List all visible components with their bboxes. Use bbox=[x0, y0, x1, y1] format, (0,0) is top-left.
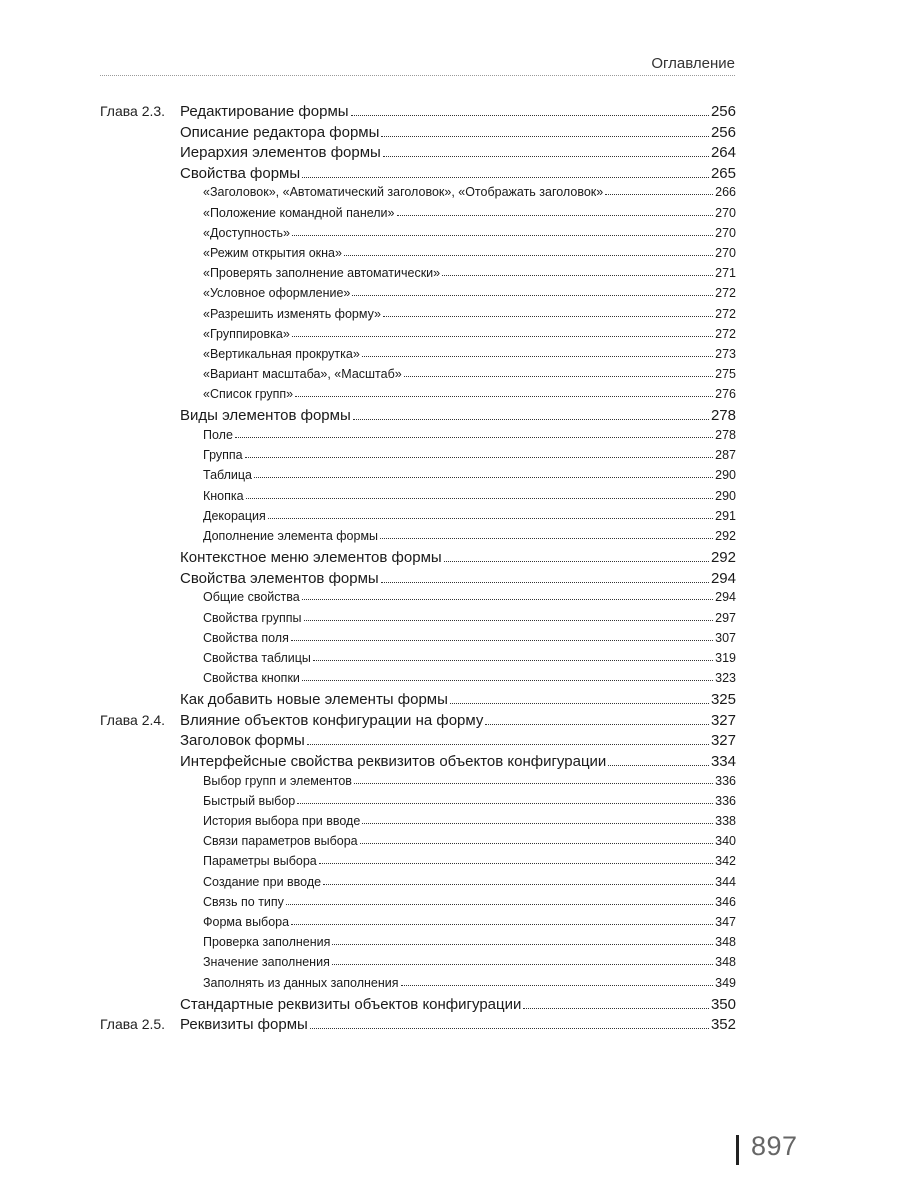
toc-entry-page: 294 bbox=[710, 569, 736, 587]
toc-entry bbox=[0, 124, 900, 145]
toc-entry-title: Влияние объектов конфигурации на форму bbox=[180, 711, 484, 729]
toc-leader-dots bbox=[323, 883, 713, 885]
toc-leader-dots bbox=[523, 1007, 709, 1009]
toc-entry-page: 297 bbox=[715, 610, 736, 625]
toc-leader-dots bbox=[302, 598, 713, 600]
toc-entry-page: 266 bbox=[715, 185, 736, 200]
toc-entry-line bbox=[180, 712, 736, 729]
toc-leader-dots bbox=[450, 702, 709, 704]
toc-leader-dots bbox=[254, 476, 713, 478]
toc-entry-page: 256 bbox=[710, 103, 736, 120]
toc-entry bbox=[0, 794, 900, 814]
toc-entry bbox=[0, 165, 900, 186]
toc-entry-page: 348 bbox=[715, 955, 736, 970]
toc-leader-dots bbox=[313, 659, 713, 661]
toc-entry-title: Значение заполнения bbox=[203, 955, 330, 970]
toc-entry-title: Таблица bbox=[203, 468, 253, 483]
toc-leader-dots bbox=[383, 315, 713, 317]
toc-entry-title: Свойства поля bbox=[203, 630, 289, 645]
toc-entry-title: Интерфейсные свойства реквизитов объектов конфигурации bbox=[180, 753, 607, 771]
toc-entry bbox=[0, 549, 900, 570]
toc-entry-page: 319 bbox=[715, 650, 736, 665]
toc-entry-line bbox=[203, 875, 736, 889]
toc-leader-dots bbox=[310, 1027, 709, 1029]
toc-entry-line bbox=[203, 834, 736, 848]
toc-leader-dots bbox=[608, 764, 709, 766]
toc-entry-page: 265 bbox=[710, 164, 736, 182]
table-of-contents bbox=[0, 103, 900, 1037]
toc-entry bbox=[0, 327, 900, 347]
toc-entry-line bbox=[203, 814, 736, 828]
toc-entry-page: 290 bbox=[715, 468, 736, 483]
toc-entry-title: Форма выбора bbox=[203, 914, 290, 929]
toc-leader-dots bbox=[442, 274, 713, 276]
toc-entry-title: Свойства кнопки bbox=[203, 671, 300, 686]
toc-entry-page: 334 bbox=[710, 753, 736, 771]
toc-entry-line bbox=[180, 691, 736, 708]
toc-entry-line bbox=[203, 286, 736, 300]
toc-entry-line bbox=[203, 895, 736, 909]
toc-leader-dots bbox=[291, 923, 713, 925]
toc-entry bbox=[0, 834, 900, 854]
toc-entry-line bbox=[203, 387, 736, 401]
toc-leader-dots bbox=[304, 619, 714, 621]
toc-entry-line bbox=[203, 611, 736, 625]
toc-entry-title: Свойства таблицы bbox=[203, 650, 311, 665]
page-number: 897 bbox=[751, 1131, 798, 1161]
toc-entry bbox=[0, 814, 900, 834]
toc-entry-page: 278 bbox=[710, 407, 736, 425]
toc-entry-page: 264 bbox=[710, 144, 736, 162]
toc-entry-title: Свойства группы bbox=[203, 610, 302, 625]
toc-entry bbox=[0, 266, 900, 286]
toc-entry-title: Свойства элементов формы bbox=[180, 569, 379, 587]
toc-entry-line bbox=[203, 367, 736, 381]
toc-leader-dots bbox=[362, 822, 713, 824]
toc-entry-line bbox=[203, 468, 736, 482]
toc-entry-line bbox=[180, 165, 736, 182]
toc-entry-title: «Режим открытия окна» bbox=[203, 245, 342, 260]
toc-leader-dots bbox=[360, 842, 714, 844]
toc-entry-page: 278 bbox=[715, 428, 736, 443]
toc-entry-title: Кнопка bbox=[203, 488, 244, 503]
running-header-title: Оглавление bbox=[651, 55, 735, 72]
toc-entry-title: Дополнение элемента формы bbox=[203, 528, 379, 543]
toc-entry-page: 307 bbox=[715, 630, 736, 645]
toc-entry bbox=[0, 367, 900, 387]
toc-entry-title: Выбор групп и элементов bbox=[203, 773, 352, 788]
toc-entry bbox=[0, 144, 900, 165]
toc-entry bbox=[0, 712, 900, 733]
toc-entry-page: 348 bbox=[715, 935, 736, 950]
toc-entry-title: Группа bbox=[203, 448, 243, 463]
toc-entry-page: 349 bbox=[715, 975, 736, 990]
toc-leader-dots bbox=[268, 517, 713, 519]
footer-rule bbox=[736, 1135, 739, 1165]
toc-entry bbox=[0, 246, 900, 266]
toc-entry-line bbox=[180, 1016, 736, 1033]
toc-entry-title: Виды элементов формы bbox=[180, 407, 351, 425]
toc-chapter-label: Глава 2.4. bbox=[100, 711, 166, 728]
toc-entry bbox=[0, 448, 900, 468]
toc-entry bbox=[0, 1016, 900, 1037]
toc-leader-dots bbox=[354, 782, 713, 784]
toc-entry bbox=[0, 875, 900, 895]
toc-entry-page: 272 bbox=[715, 286, 736, 301]
toc-entry-page: 336 bbox=[715, 793, 736, 808]
toc-entry-line bbox=[203, 935, 736, 949]
toc-leader-dots bbox=[332, 943, 713, 945]
toc-entry-title: Как добавить новые элементы формы bbox=[180, 691, 448, 709]
toc-entry-page: 290 bbox=[715, 488, 736, 503]
toc-entry-line bbox=[203, 509, 736, 523]
toc-entry-line bbox=[203, 206, 736, 220]
toc-entry-title: «Разрешить изменять форму» bbox=[203, 306, 381, 321]
toc-leader-dots bbox=[381, 135, 709, 137]
toc-entry bbox=[0, 468, 900, 488]
toc-entry bbox=[0, 854, 900, 874]
toc-leader-dots bbox=[344, 254, 713, 256]
toc-entry-page: 336 bbox=[715, 773, 736, 788]
toc-entry-title: Проверка заполнения bbox=[203, 935, 331, 950]
toc-chapter-label: Глава 2.3. bbox=[100, 103, 166, 119]
toc-entry-title: Свойства формы bbox=[180, 164, 301, 182]
toc-entry bbox=[0, 935, 900, 955]
toc-entry-line bbox=[180, 124, 736, 141]
toc-entry-title: Связь по типу bbox=[203, 894, 284, 909]
toc-entry-line bbox=[180, 407, 736, 424]
toc-leader-dots bbox=[292, 335, 713, 337]
toc-entry-page: 347 bbox=[715, 914, 736, 929]
toc-entry bbox=[0, 671, 900, 691]
toc-entry-page: 292 bbox=[710, 549, 736, 567]
toc-leader-dots bbox=[352, 294, 713, 296]
toc-leader-dots bbox=[291, 639, 713, 641]
toc-entry bbox=[0, 387, 900, 407]
toc-entry bbox=[0, 611, 900, 631]
toc-leader-dots bbox=[286, 903, 713, 905]
toc-leader-dots bbox=[444, 560, 709, 562]
toc-entry bbox=[0, 915, 900, 935]
toc-entry-line bbox=[203, 529, 736, 543]
toc-entry-title: «Заголовок», «Автоматический заголовок», «Отображать заголовок» bbox=[203, 185, 604, 200]
toc-entry bbox=[0, 307, 900, 327]
toc-leader-dots bbox=[605, 193, 713, 195]
toc-entry-page: 323 bbox=[715, 671, 736, 686]
toc-entry-page: 327 bbox=[710, 711, 736, 729]
toc-entry-page: 276 bbox=[715, 387, 736, 402]
toc-entry bbox=[0, 895, 900, 915]
toc-entry-title: «Вертикальная прокрутка» bbox=[203, 346, 360, 361]
toc-entry-page: 342 bbox=[715, 854, 736, 869]
toc-leader-dots bbox=[380, 537, 713, 539]
toc-entry-page: 350 bbox=[710, 995, 736, 1013]
running-header bbox=[100, 55, 735, 76]
toc-entry-title: «Положение командной панели» bbox=[203, 205, 395, 220]
toc-entry-page: 275 bbox=[715, 367, 736, 382]
toc-entry bbox=[0, 509, 900, 529]
toc-entry-line bbox=[203, 327, 736, 341]
toc-entry bbox=[0, 976, 900, 996]
toc-entry-line bbox=[180, 103, 736, 120]
toc-entry-title: Общие свойства bbox=[203, 590, 300, 605]
toc-entry-page: 270 bbox=[715, 245, 736, 260]
toc-entry bbox=[0, 570, 900, 591]
toc-entry-line bbox=[203, 489, 736, 503]
toc-entry-page: 256 bbox=[710, 123, 736, 141]
toc-entry-title: Заголовок формы bbox=[180, 732, 305, 750]
toc-entry-line bbox=[180, 570, 736, 587]
toc-entry-title: Связи параметров выбора bbox=[203, 834, 358, 849]
toc-leader-dots bbox=[295, 395, 713, 397]
toc-entry bbox=[0, 651, 900, 671]
toc-entry-page: 270 bbox=[715, 205, 736, 220]
toc-leader-dots bbox=[332, 963, 713, 965]
toc-entry bbox=[0, 226, 900, 246]
toc-entry-line bbox=[203, 347, 736, 361]
toc-chapter-label: Глава 2.5. bbox=[100, 1016, 166, 1033]
toc-entry-line bbox=[203, 307, 736, 321]
toc-entry-title: «Список групп» bbox=[203, 387, 294, 402]
toc-leader-dots bbox=[362, 355, 713, 357]
toc-entry bbox=[0, 732, 900, 753]
toc-entry-line bbox=[180, 732, 736, 749]
toc-entry-title: Описание редактора формы bbox=[180, 123, 380, 141]
toc-entry-title: Быстрый выбор bbox=[203, 793, 296, 808]
toc-entry-title: Контекстное меню элементов формы bbox=[180, 549, 442, 567]
toc-entry-page: 340 bbox=[715, 834, 736, 849]
toc-entry-line bbox=[203, 915, 736, 929]
toc-entry-title: Поле bbox=[203, 428, 233, 443]
toc-leader-dots bbox=[302, 679, 713, 681]
toc-entry-line bbox=[203, 226, 736, 240]
toc-entry-line bbox=[180, 144, 736, 161]
toc-entry-line bbox=[203, 976, 736, 990]
toc-entry bbox=[0, 428, 900, 448]
toc-entry-page: 291 bbox=[715, 508, 736, 523]
toc-entry-title: Заполнять из данных заполнения bbox=[203, 975, 399, 990]
toc-leader-dots bbox=[383, 155, 709, 157]
toc-entry-title: Параметры выбора bbox=[203, 854, 317, 869]
toc-entry bbox=[0, 631, 900, 651]
toc-entry-page: 272 bbox=[715, 326, 736, 341]
toc-entry bbox=[0, 185, 900, 205]
toc-leader-dots bbox=[381, 581, 709, 583]
toc-entry-line bbox=[203, 448, 736, 462]
toc-entry-title: Иерархия элементов формы bbox=[180, 144, 381, 162]
toc-entry-page: 292 bbox=[715, 528, 736, 543]
toc-leader-dots bbox=[319, 862, 713, 864]
toc-entry-line bbox=[180, 996, 736, 1013]
toc-entry-page: 352 bbox=[710, 1016, 736, 1034]
toc-entry bbox=[0, 955, 900, 975]
toc-leader-dots bbox=[351, 114, 709, 116]
toc-entry-line bbox=[203, 246, 736, 260]
toc-entry-page: 327 bbox=[710, 732, 736, 750]
toc-entry-page: 270 bbox=[715, 225, 736, 240]
toc-leader-dots bbox=[307, 743, 709, 745]
toc-entry-line bbox=[203, 266, 736, 280]
toc-entry-page: 272 bbox=[715, 306, 736, 321]
toc-entry-line bbox=[180, 753, 736, 770]
toc-entry bbox=[0, 753, 900, 774]
toc-entry-line bbox=[203, 631, 736, 645]
toc-entry bbox=[0, 206, 900, 226]
toc-leader-dots bbox=[302, 176, 709, 178]
toc-entry-line bbox=[203, 651, 736, 665]
toc-entry bbox=[0, 286, 900, 306]
toc-entry-page: 294 bbox=[715, 590, 736, 605]
toc-entry-title: «Вариант масштаба», «Масштаб» bbox=[203, 367, 402, 382]
toc-entry bbox=[0, 347, 900, 367]
toc-leader-dots bbox=[353, 418, 709, 420]
toc-entry-line bbox=[203, 428, 736, 442]
toc-entry-line bbox=[203, 671, 736, 685]
toc-leader-dots bbox=[235, 436, 713, 438]
toc-entry-page: 325 bbox=[710, 691, 736, 709]
toc-entry-title: «Группировка» bbox=[203, 326, 290, 341]
toc-entry bbox=[0, 407, 900, 428]
toc-entry-line bbox=[203, 794, 736, 808]
toc-entry-page: 338 bbox=[715, 814, 736, 829]
toc-entry bbox=[0, 996, 900, 1017]
toc-leader-dots bbox=[297, 802, 713, 804]
toc-entry-line bbox=[203, 955, 736, 969]
toc-leader-dots bbox=[292, 234, 713, 236]
toc-entry-line bbox=[203, 774, 736, 788]
toc-entry bbox=[0, 691, 900, 712]
toc-entry-line bbox=[203, 590, 736, 604]
toc-entry-title: «Доступность» bbox=[203, 225, 290, 240]
toc-entry-title: Стандартные реквизиты объектов конфигурации bbox=[180, 995, 522, 1013]
toc-leader-dots bbox=[245, 456, 714, 458]
toc-entry-page: 344 bbox=[715, 874, 736, 889]
toc-leader-dots bbox=[401, 984, 714, 986]
toc-entry-page: 346 bbox=[715, 894, 736, 909]
toc-entry-line bbox=[203, 185, 736, 199]
toc-entry-page: 271 bbox=[715, 266, 736, 281]
toc-entry-line bbox=[203, 854, 736, 868]
toc-leader-dots bbox=[485, 723, 709, 725]
toc-entry-title: Создание при вводе bbox=[203, 874, 322, 889]
toc-leader-dots bbox=[246, 497, 714, 499]
toc-entry-title: Декорация bbox=[203, 508, 266, 523]
toc-entry bbox=[0, 774, 900, 794]
toc-entry-title: «Условное оформление» bbox=[203, 286, 351, 301]
toc-entry-page: 273 bbox=[715, 346, 736, 361]
toc-entry bbox=[0, 590, 900, 610]
toc-entry-line bbox=[180, 549, 736, 566]
toc-leader-dots bbox=[404, 375, 713, 377]
toc-entry-title: Редактирование формы bbox=[180, 103, 349, 120]
toc-entry-page: 287 bbox=[715, 448, 736, 463]
toc-entry bbox=[0, 489, 900, 509]
toc-entry-title: История выбора при вводе bbox=[203, 814, 361, 829]
toc-entry bbox=[0, 529, 900, 549]
toc-entry bbox=[0, 103, 900, 124]
toc-leader-dots bbox=[397, 214, 714, 216]
toc-entry-title: «Проверять заполнение автоматически» bbox=[203, 266, 441, 281]
toc-entry-title: Реквизиты формы bbox=[180, 1016, 308, 1034]
